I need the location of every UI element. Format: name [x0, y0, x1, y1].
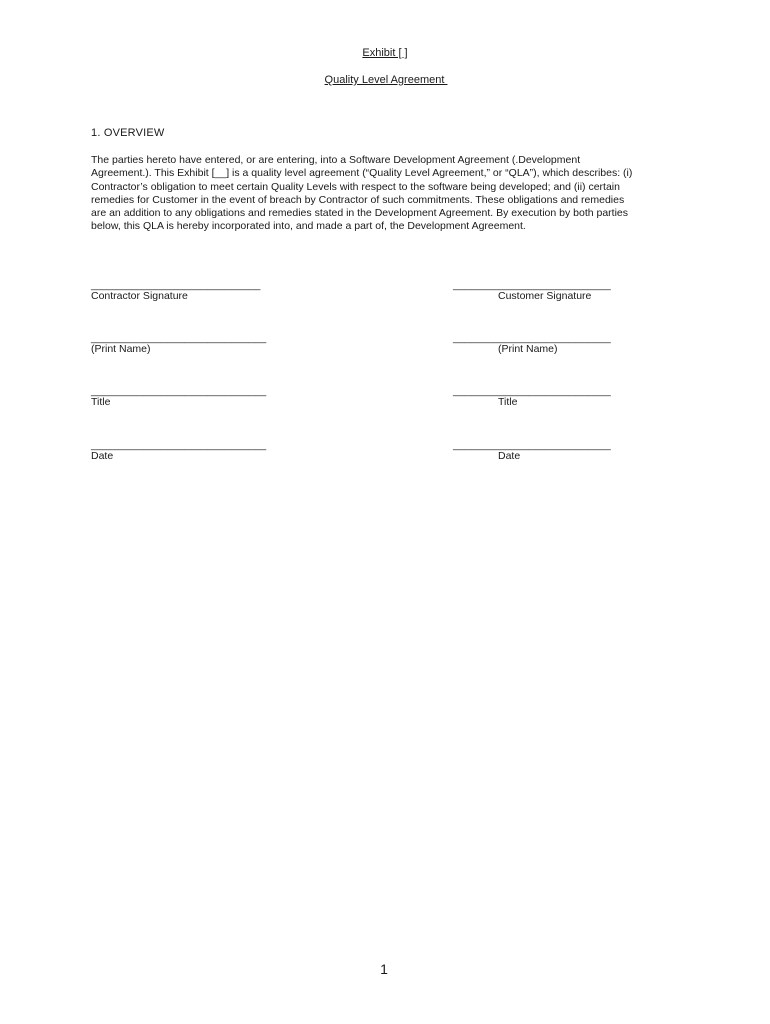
overview-line: Contractor’s obligation to meet certain Quality Levels with respect to the software being developed; and (ii) certain [91, 180, 620, 193]
signature-line[interactable]: ______________________________ [91, 385, 267, 397]
overview-line: The parties hereto have entered, or are entering, into a Software Development Agreement (.Development [91, 154, 581, 166]
signature-label: Date [91, 450, 114, 462]
overview-line: Agreement.). This Exhibit [__] is a quality level agreement (“Quality Level Agreement,” or “QLA”), which describes: (i) [91, 167, 633, 180]
signature-label: Title [498, 396, 518, 408]
overview-line: remedies for Customer in the event of breach by Contractor of such commitments. These obligations and remedies [91, 193, 625, 206]
contractor-title-block [91, 386, 266, 409]
signature-line[interactable]: ___________________________ [453, 332, 611, 344]
overview-line: are an addition to any obligations and remedies stated in the Development Agreement. By execution by both parties [91, 207, 629, 220]
signature-line[interactable]: ___________________________ [453, 439, 611, 451]
signature-line[interactable]: ___________________________ [453, 279, 611, 291]
contractor-date-block [91, 440, 266, 463]
signature-line[interactable]: ___________________________ [453, 385, 611, 397]
customer-print-name-block [453, 333, 611, 356]
signature-line[interactable]: ______________________________ [91, 439, 267, 451]
overview-heading: 1. OVERVIEW [91, 127, 165, 139]
signature-line[interactable]: ______________________________ [91, 332, 267, 344]
signature-label: Title [91, 396, 111, 408]
page-number: 1 [380, 961, 388, 977]
signature-line[interactable]: _____________________________ [91, 279, 261, 291]
signature-label: (Print Name) [498, 343, 558, 355]
signature-label: Contractor Signature [91, 290, 188, 302]
signature-label: (Print Name) [91, 343, 151, 355]
overview-line: below, this QLA is hereby incorporated into, and made a part of, the Development Agreement. [91, 220, 526, 233]
signature-label: Date [498, 450, 521, 462]
signature-label: Customer Signature [498, 290, 592, 302]
contractor-print-name-block [91, 333, 266, 356]
customer-signature-block [453, 280, 611, 303]
customer-title-block [453, 386, 611, 409]
contractor-signature-block [91, 280, 260, 303]
document-title: Quality Level Agreement [324, 74, 448, 86]
customer-date-block [453, 440, 611, 463]
exhibit-heading: Exhibit [ ] [362, 47, 408, 59]
overview-paragraph [91, 154, 681, 234]
